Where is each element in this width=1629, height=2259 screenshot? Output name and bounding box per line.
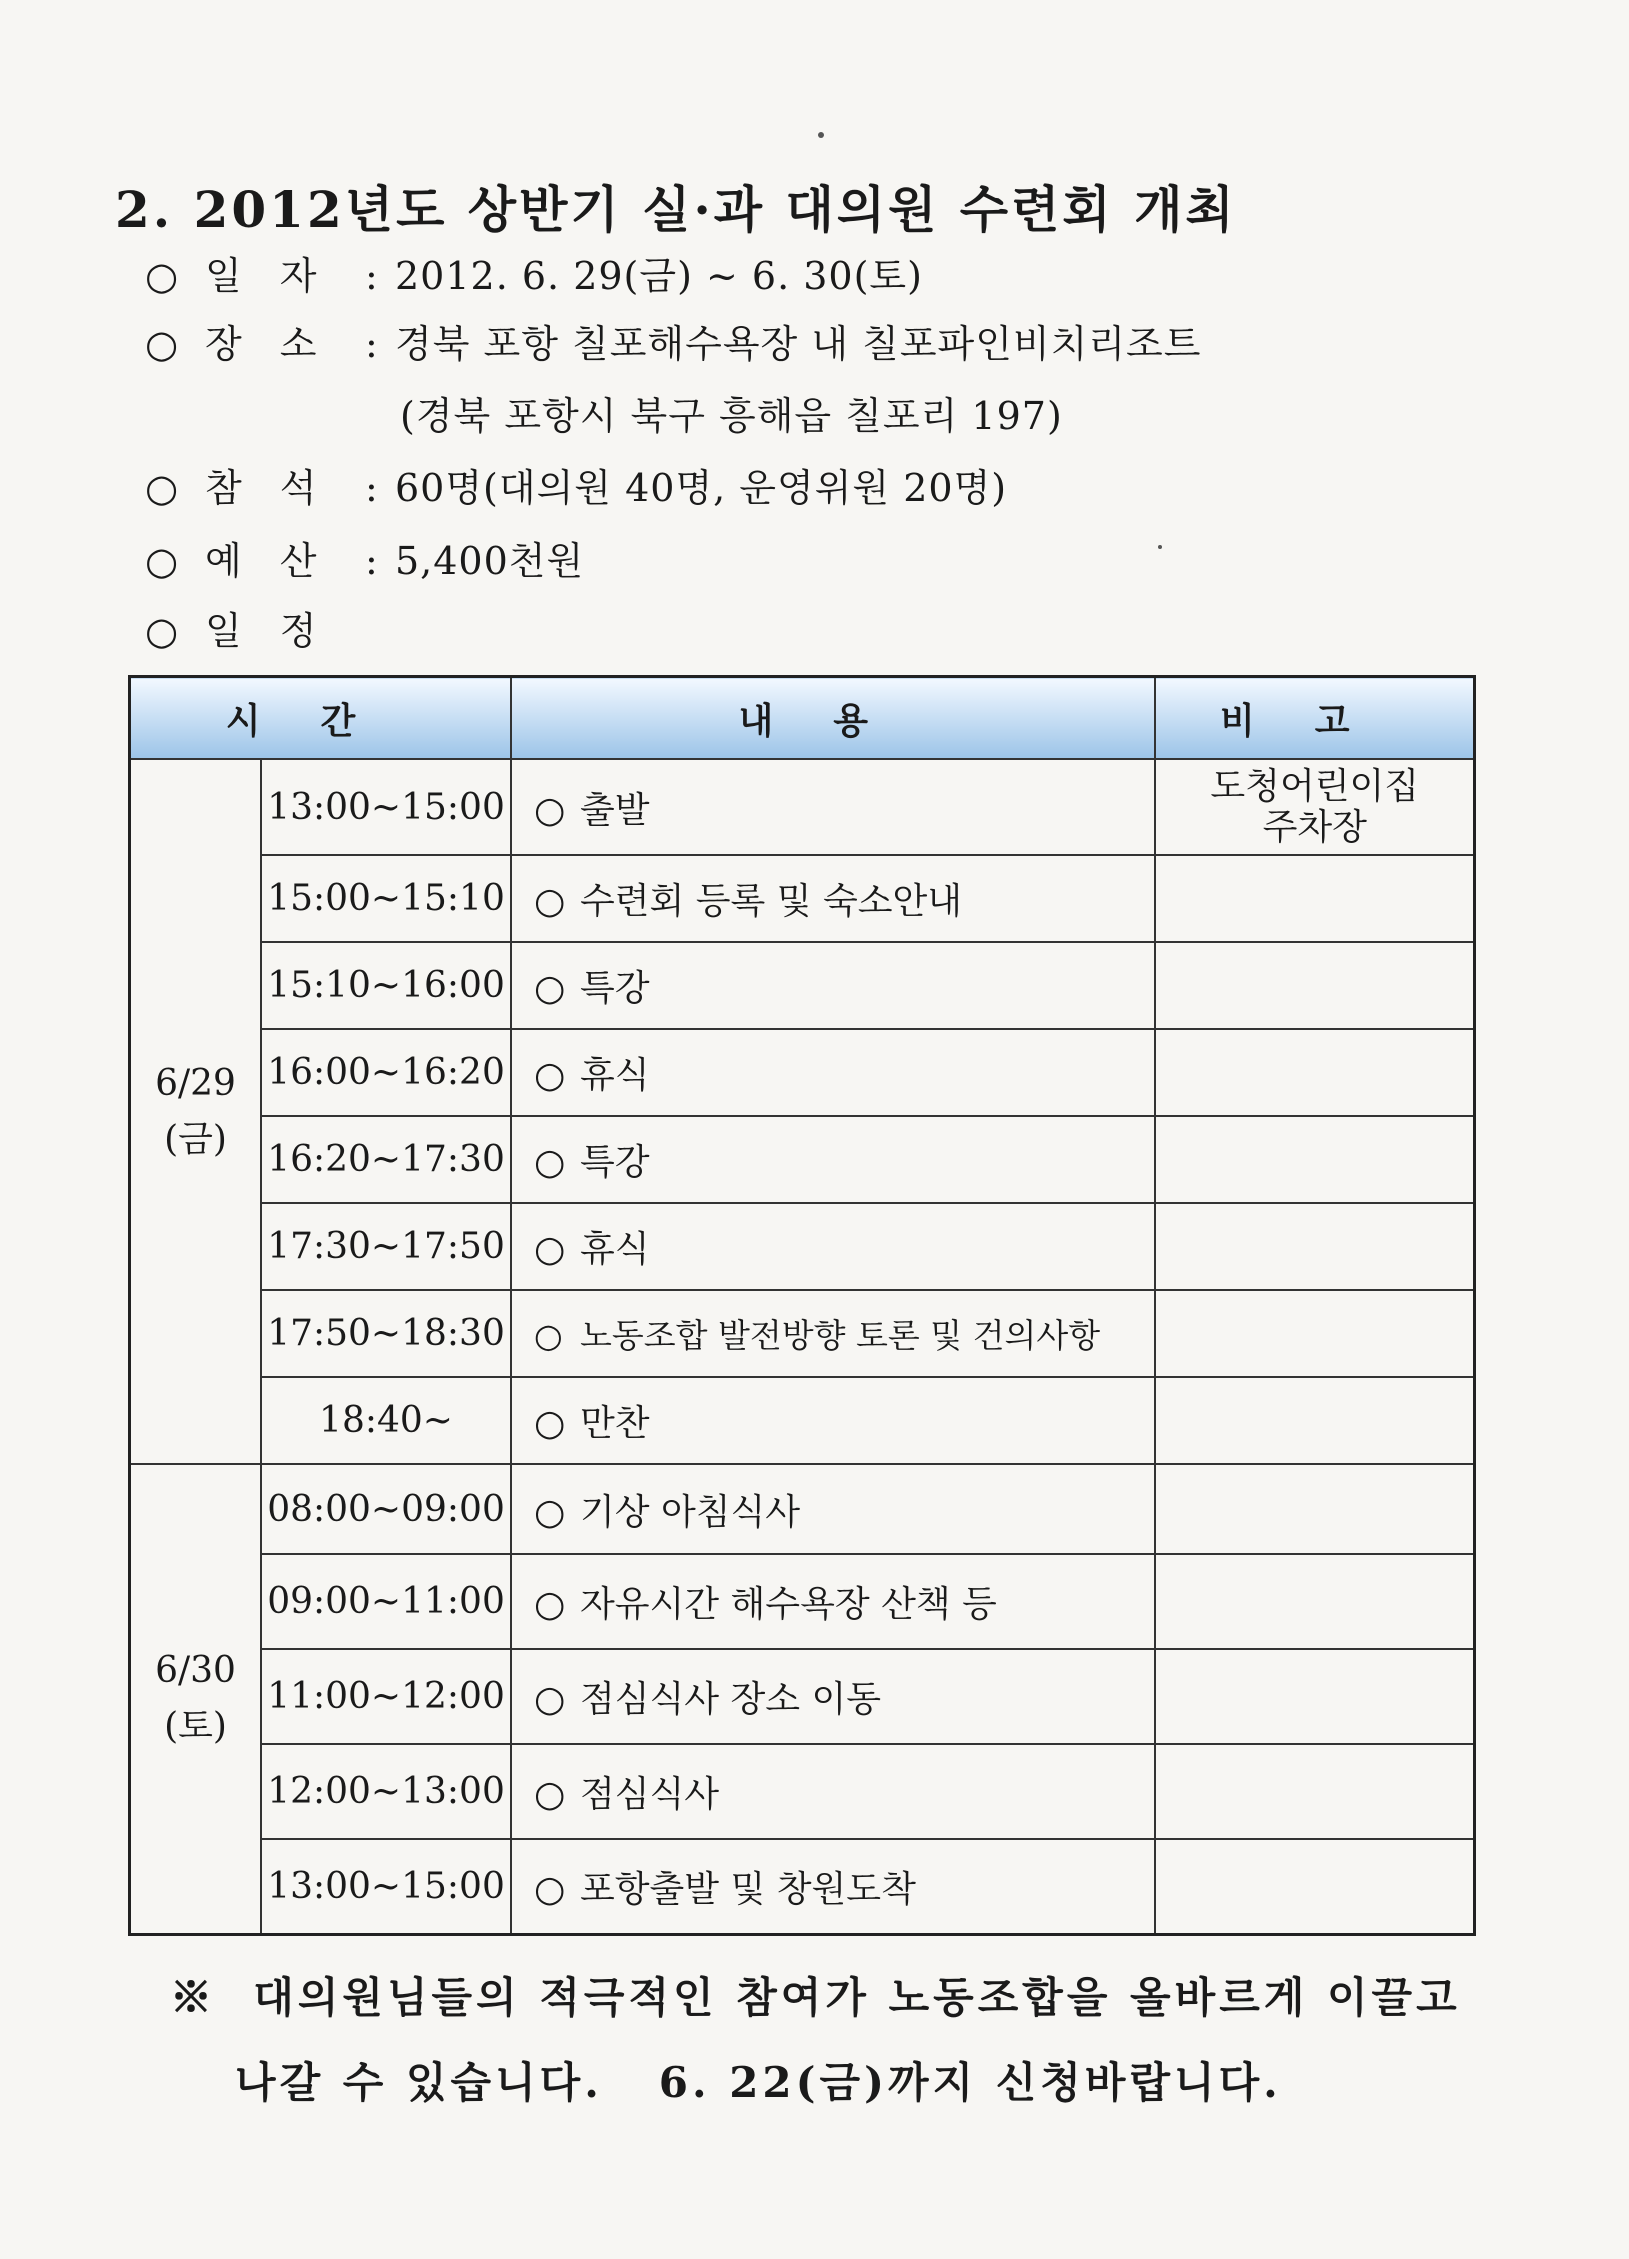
header-content: 내용 [511,677,1156,760]
time-cell: 17:50~18:30 [261,1290,511,1377]
info-place: ○ 장소 : 경북 포항 칠포해수욕장 내 칠포파인비치리조트 [145,313,1201,368]
content-cell: ○ 점심식사 장소 이동 [511,1649,1156,1744]
table-row [130,1554,1475,1649]
note-cell [1155,1029,1474,1116]
bullet-circle-icon: ○ [145,466,179,510]
table-row [130,1290,1475,1377]
day1-weekday: (금) [164,1118,227,1160]
note-cell: 도청어린이집 주차장 [1155,759,1474,855]
day2-cell [130,1464,262,1934]
note-cell [1155,1290,1474,1377]
info-label: 장소 [205,322,355,366]
content-cell: ○ 노동조합 발전방향 토론 및 건의사항 [511,1290,1156,1377]
time-cell: 16:20~17:30 [261,1116,511,1203]
time-cell: 08:00~09:00 [261,1464,511,1554]
bullet-circle-icon: ○ [533,968,566,1009]
table-row [130,1744,1475,1839]
content-cell: ○ 만찬 [511,1377,1156,1464]
table-row [130,759,1475,855]
table-row [130,942,1475,1029]
bullet-circle-icon: ○ [533,1229,566,1270]
info-value: 5,400천원 [395,539,585,583]
bullet-circle-icon: ○ [533,1403,566,1444]
table-row [130,1203,1475,1290]
time-cell: 15:10~16:00 [261,942,511,1029]
bullet-circle-icon: ○ [533,1055,566,1096]
info-value: 2012. 6. 29(금) ~ 6. 30(토) [395,254,923,298]
header-note: 비고 [1155,677,1474,760]
time-cell: 09:00~11:00 [261,1554,511,1649]
info-address [145,385,1063,440]
time-cell: 16:00~16:20 [261,1029,511,1116]
note-cell [1155,1744,1474,1839]
bullet-circle-icon: ○ [533,1584,566,1625]
bullet-circle-icon: ○ [533,1142,566,1183]
time-cell: 17:30~17:50 [261,1203,511,1290]
reference-mark-icon: ※ [170,1973,217,2022]
note-cell [1155,1649,1474,1744]
table-row [130,1464,1475,1554]
content-cell: ○ 수련회 등록 및 숙소안내 [511,855,1156,942]
footer-line-1: ※ 대의원님들의 적극적인 참여가 노동조합을 올바르게 이끌고 [170,1973,1461,2022]
time-cell: 18:40~ [261,1377,511,1464]
table-row [130,1377,1475,1464]
note-cell [1155,1203,1474,1290]
table-row [130,1029,1475,1116]
time-cell: 13:00~15:00 [261,1839,511,1934]
content-cell: ○ 자유시간 해수욕장 산책 등 [511,1554,1156,1649]
content-cell: ○ 기상 아침식사 [511,1464,1156,1554]
bullet-circle-icon: ○ [533,789,566,831]
day2-date: 6/30 [155,1649,236,1691]
info-label: 참석 [205,466,355,510]
note-cell [1155,1839,1474,1934]
table-row [130,855,1475,942]
info-value: 60명(대의원 40명, 운영위원 20명) [395,466,1008,510]
table-header-row [130,677,1475,760]
content-cell: ○ 포항출발 및 창원도착 [511,1839,1156,1934]
scan-speck [818,132,824,138]
bullet-circle-icon: ○ [533,1316,563,1355]
content-cell: ○ 휴식 [511,1029,1156,1116]
header-time: 시간 [130,677,511,760]
info-date: ○ 일자 : 2012. 6. 29(금) ~ 6. 30(토) [145,245,923,300]
info-attendance: ○ 참석 : 60명(대의원 40명, 운영위원 20명) [145,457,1007,512]
content-cell: ○ 특강 [511,1116,1156,1203]
time-cell: 13:00~15:00 [261,759,511,855]
info-address-value: (경북 포항시 북구 흥해읍 칠포리 197) [400,394,1063,438]
day1-cell [130,759,262,1464]
bullet-circle-icon: ○ [533,1868,566,1910]
info-budget: ○ 예산 : 5,400천원 [145,530,584,585]
content-cell: ○ 출발 [511,759,1156,855]
info-value: 경북 포항 칠포해수욕장 내 칠포파인비치리조트 [395,322,1202,366]
info-label: 일자 [205,254,355,298]
content-cell: ○ 특강 [511,942,1156,1029]
footer-line-2: 나갈 수 있습니다. 6. 22(금)까지 신청바랍니다. [235,2058,1282,2107]
bullet-circle-icon: ○ [145,609,179,653]
bullet-circle-icon: ○ [145,322,179,366]
bullet-circle-icon: ○ [533,1774,566,1815]
note-cell [1155,1554,1474,1649]
time-cell: 15:00~15:10 [261,855,511,942]
note-cell [1155,1116,1474,1203]
note-cell [1155,1464,1474,1554]
table-row [130,1839,1475,1934]
bullet-circle-icon: ○ [145,254,179,298]
table-row [130,1649,1475,1744]
info-schedule [145,600,365,655]
content-cell: ○ 휴식 [511,1203,1156,1290]
scan-speck [1158,545,1162,549]
note-cell [1155,942,1474,1029]
bullet-circle-icon: ○ [533,1491,566,1533]
info-label: 일정 [205,609,355,653]
table-row [130,1116,1475,1203]
time-cell: 11:00~12:00 [261,1649,511,1744]
note-cell [1155,1377,1474,1464]
bullet-circle-icon: ○ [533,1679,566,1720]
day2-weekday: (토) [164,1705,227,1747]
content-cell: ○ 점심식사 [511,1744,1156,1839]
schedule-table [128,675,1476,1936]
day1-date: 6/29 [155,1062,236,1104]
bullet-circle-icon: ○ [145,539,179,583]
section-title: 2. 2012년도 상반기 실·과 대의원 수련회 개최 [115,180,1237,239]
info-label: 예산 [205,539,355,583]
note-cell [1155,855,1474,942]
bullet-circle-icon: ○ [533,881,566,922]
time-cell: 12:00~13:00 [261,1744,511,1839]
